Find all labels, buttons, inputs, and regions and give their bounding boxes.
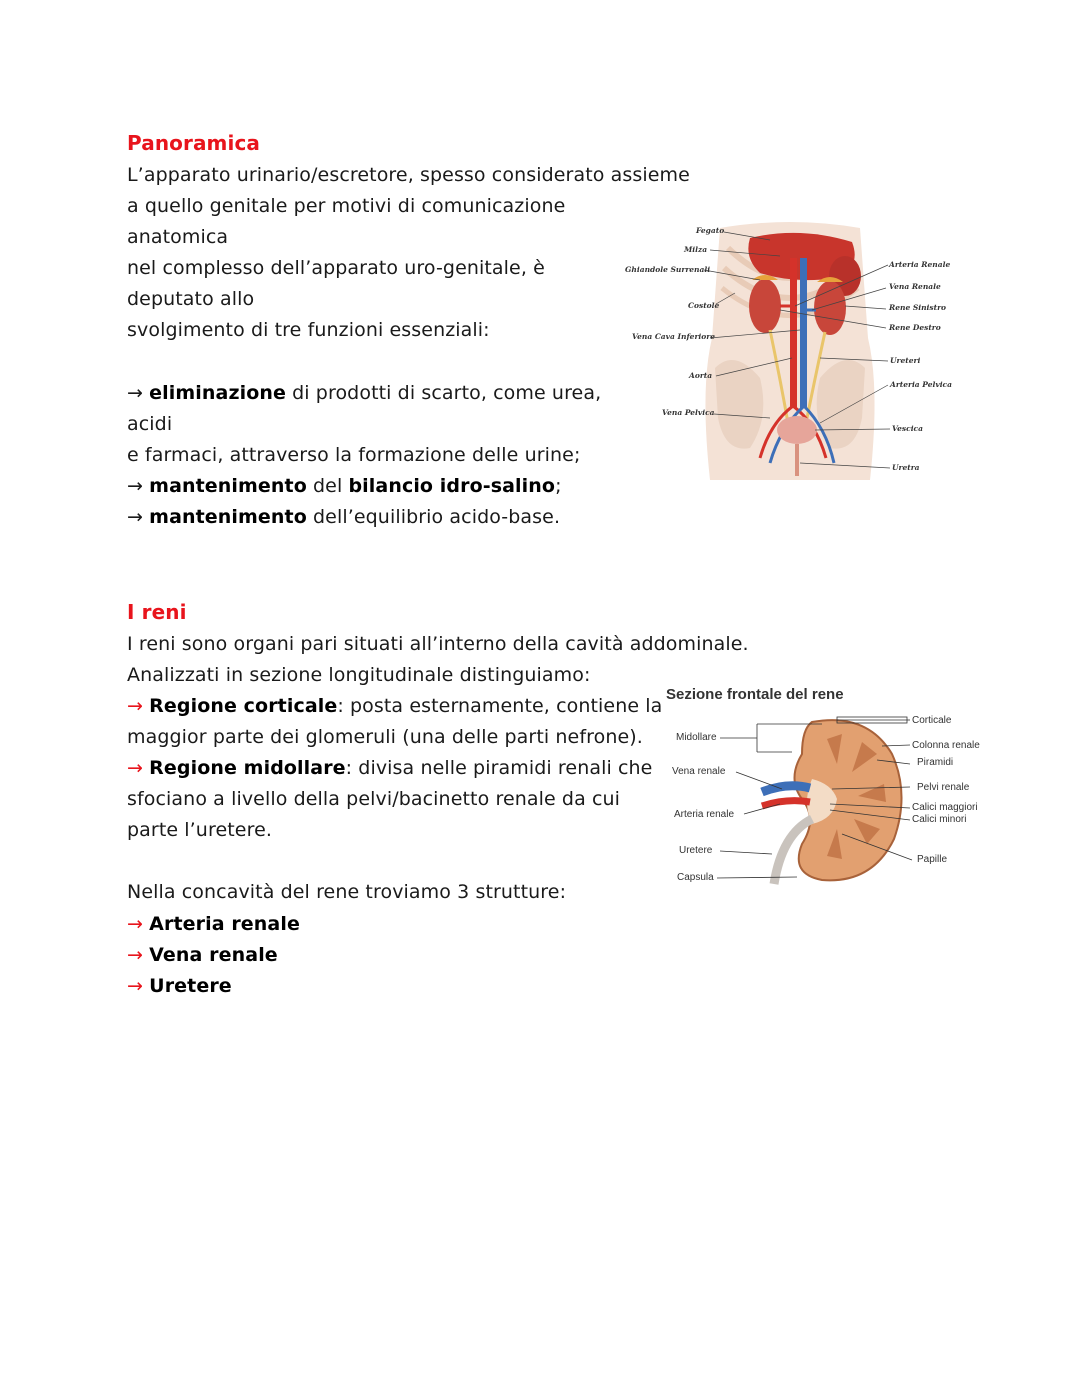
label-arteria-pelvica: Arteria Pelvica	[890, 380, 952, 389]
bullet-text: : divisa nelle piramidi renali che	[345, 757, 653, 779]
list-item-label: Vena renale	[149, 944, 278, 966]
label-midollare: Midollare	[676, 732, 717, 743]
label-costole: Costole	[688, 301, 720, 310]
label-vena-renale: Vena renale	[672, 766, 726, 777]
label-milza: Milza	[684, 245, 708, 254]
arrow-icon: →	[127, 695, 144, 717]
bullet-text: dell’equilibrio acido-base.	[306, 506, 561, 528]
paragraph-line: nel complesso dell’apparato uro-genitale, è	[127, 257, 545, 279]
label-uretere: Uretere	[679, 845, 713, 856]
urinary-system-drawing	[620, 218, 960, 483]
bold-term: mantenimento	[149, 475, 307, 497]
arrow-icon: →	[127, 475, 144, 497]
label-colonna-renale: Colonna renale	[912, 740, 980, 751]
bullet-text: del	[306, 475, 349, 497]
paragraph-line: svolgimento di tre funzioni essenziali:	[127, 319, 490, 341]
list-item-label: Arteria renale	[149, 913, 300, 935]
paragraph-line: anatomica	[127, 226, 229, 248]
arrow-icon: →	[127, 382, 144, 404]
bold-term: bilancio idro-salino	[348, 475, 556, 497]
bullet-text: ;	[555, 475, 562, 497]
paragraph-line: Nella concavità del rene troviamo 3 strutture:	[127, 881, 567, 903]
section-heading-panoramica: Panoramica	[127, 131, 261, 155]
urinary-system-illustration	[620, 218, 960, 483]
label-piramidi: Piramidi	[917, 757, 954, 768]
bullet-text: di prodotti di scarto, come urea,	[285, 382, 602, 404]
label-ghiandole-surrenali: Ghiandole Surrenali	[625, 265, 711, 274]
label-vescica: Vescica	[892, 424, 923, 433]
paragraph-line: I reni sono organi pari situati all’interno della cavità addominale.	[127, 633, 749, 655]
bold-term: eliminazione	[149, 382, 286, 404]
bullet-equilibrio	[127, 502, 560, 533]
section-heading-i-reni: I reni	[127, 600, 187, 624]
list-item	[127, 971, 232, 1002]
paragraph-line: sfociano a livello della pelvi/bacinetto renale da cui	[127, 788, 621, 810]
label-pelvi-renale: Pelvi renale	[917, 782, 970, 793]
list-item	[127, 909, 300, 940]
paragraph-line: parte l’uretere.	[127, 819, 272, 841]
label-ureteri: Ureteri	[890, 356, 921, 365]
bullet-regione-corticale	[127, 691, 662, 722]
paragraph-line: Analizzati in sezione longitudinale distinguiamo:	[127, 664, 591, 686]
bold-term: Regione midollare	[149, 757, 346, 779]
figure-title: Sezione frontale del rene	[666, 686, 844, 703]
paragraph-line: deputato allo	[127, 288, 255, 310]
kidney-section-illustration	[662, 684, 997, 894]
label-aorta: Aorta	[689, 371, 713, 380]
label-vena-pelvica: Vena Pelvica	[662, 408, 715, 417]
label-capsula: Capsula	[677, 872, 714, 883]
label-rene-sinistro: Rene Sinistro	[889, 303, 947, 312]
label-uretra: Uretra	[892, 463, 920, 472]
label-arteria-renale: Arteria Renale	[889, 260, 951, 269]
bullet-regione-midollare	[127, 753, 652, 784]
paragraph-line: L’apparato urinario/escretore, spesso considerato assieme	[127, 164, 690, 186]
list-item	[127, 940, 278, 971]
arrow-icon: →	[127, 757, 144, 779]
list-item-label: Uretere	[149, 975, 232, 997]
paragraph-line: acidi	[127, 413, 173, 435]
bold-term: mantenimento	[149, 506, 307, 528]
label-papille: Papille	[917, 854, 948, 865]
bullet-eliminazione	[127, 378, 601, 409]
arrow-icon: →	[127, 944, 144, 966]
arrow-icon: →	[127, 506, 144, 528]
bullet-bilancio	[127, 471, 562, 502]
label-arteria-renale: Arteria renale	[674, 809, 735, 820]
label-corticale: Corticale	[912, 715, 952, 726]
arrow-icon: →	[127, 975, 144, 997]
arrow-icon: →	[127, 913, 144, 935]
label-rene-destro: Rene Destro	[889, 323, 941, 332]
bold-term: Regione corticale	[149, 695, 338, 717]
bullet-text: : posta esternamente, contiene la	[337, 695, 663, 717]
label-vena-cava-inferiore: Vena Cava Inferiore	[632, 332, 715, 341]
label-calici-maggiori: Calici maggiori	[912, 802, 978, 813]
label-calici-minori: Calici minori	[912, 814, 967, 825]
label-vena-renale: Vena Renale	[889, 282, 941, 291]
paragraph-line: e farmaci, attraverso la formazione delle urine;	[127, 444, 581, 466]
label-fegato: Fegato	[696, 226, 725, 235]
paragraph-line: a quello genitale per motivi di comunicazione	[127, 195, 566, 217]
paragraph-line: maggior parte dei glomeruli (una delle parti nefrone).	[127, 726, 643, 748]
